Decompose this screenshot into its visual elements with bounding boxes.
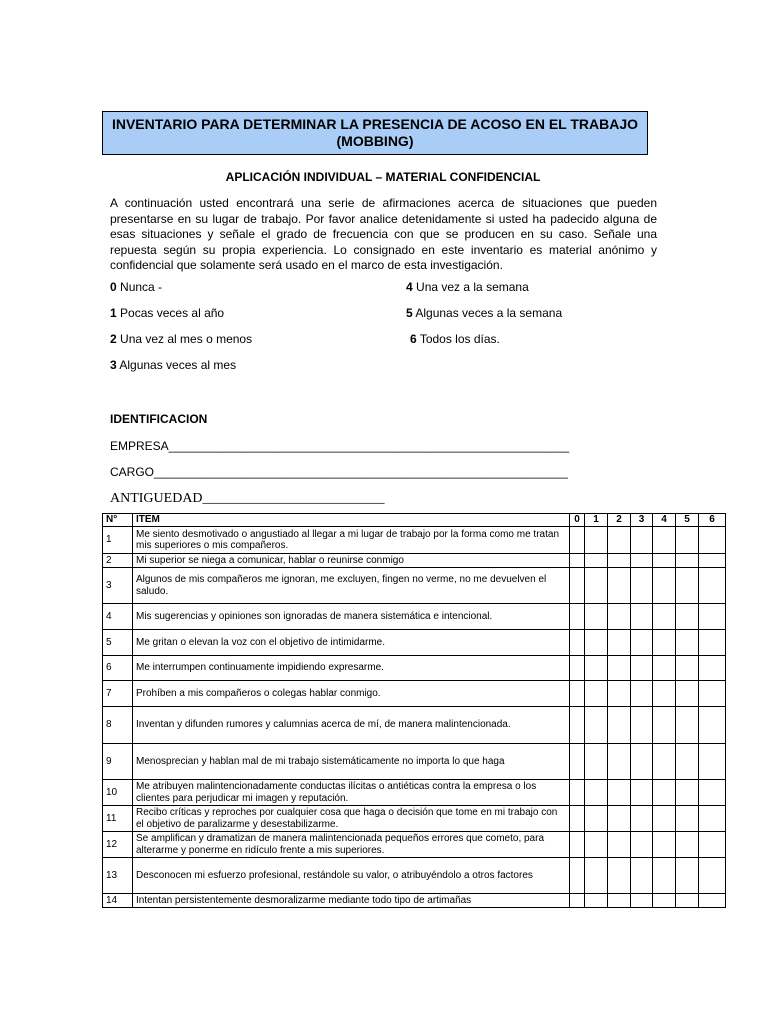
table-row: [103, 604, 726, 630]
answer-cell-1[interactable]: [585, 527, 608, 554]
answer-cell-5[interactable]: [676, 554, 699, 568]
header-freq-4: 4: [653, 514, 676, 527]
item-number: 1: [103, 527, 133, 554]
table-row: [103, 744, 726, 780]
item-number: 3: [103, 568, 133, 604]
empresa-field[interactable]: EMPRESA____________________________________________________________: [110, 439, 570, 453]
scale-label: Nunca -: [120, 280, 163, 294]
table-row: [103, 832, 726, 858]
items-table: [102, 513, 726, 908]
answer-cell-0[interactable]: [570, 832, 585, 858]
answer-cell-4[interactable]: [653, 681, 676, 707]
answer-cell-1[interactable]: [585, 832, 608, 858]
answer-cell-0[interactable]: [570, 527, 585, 554]
table-row: [103, 780, 726, 806]
table-header-row: [103, 514, 726, 527]
answer-cell-6[interactable]: [699, 604, 726, 630]
answer-cell-2[interactable]: [608, 554, 631, 568]
answer-cell-5[interactable]: [676, 604, 699, 630]
answer-cell-0[interactable]: [570, 656, 585, 681]
answer-cell-2[interactable]: [608, 630, 631, 656]
item-number: 14: [103, 894, 133, 908]
answer-cell-1[interactable]: [585, 554, 608, 568]
answer-cell-1[interactable]: [585, 806, 608, 832]
answer-cell-2[interactable]: [608, 604, 631, 630]
answer-cell-1[interactable]: [585, 604, 608, 630]
table-row: [103, 630, 726, 656]
answer-cell-1[interactable]: [585, 894, 608, 908]
scale-label: Una vez a la semana: [416, 280, 529, 294]
table-row: [103, 858, 726, 894]
answer-cell-1[interactable]: [585, 780, 608, 806]
header-item: ITEM: [133, 514, 570, 527]
answer-cell-5[interactable]: [676, 858, 699, 894]
item-text: Algunos de mis compañeros me ignoran, me excluyen, fingen no verme, no me devuelven el saludo.: [133, 568, 570, 604]
identification-heading: IDENTIFICACION: [110, 412, 208, 426]
answer-cell-4[interactable]: [653, 744, 676, 780]
answer-cell-6[interactable]: [699, 806, 726, 832]
answer-cell-3[interactable]: [631, 894, 653, 908]
scale-item-5: [406, 306, 562, 320]
answer-cell-4[interactable]: [653, 604, 676, 630]
answer-cell-3[interactable]: [631, 858, 653, 894]
answer-cell-3[interactable]: [631, 806, 653, 832]
answer-cell-4[interactable]: [653, 630, 676, 656]
header-freq-2: 2: [608, 514, 631, 527]
answer-cell-2[interactable]: [608, 707, 631, 744]
item-text: Mi superior se niega a comunicar, hablar o reunirse conmigo: [133, 554, 570, 568]
answer-cell-4[interactable]: [653, 656, 676, 681]
item-number: 2: [103, 554, 133, 568]
answer-cell-3[interactable]: [631, 744, 653, 780]
answer-cell-3[interactable]: [631, 832, 653, 858]
scale-number: 0: [110, 280, 117, 294]
answer-cell-4[interactable]: [653, 568, 676, 604]
table-row: [103, 527, 726, 554]
table-row: [103, 806, 726, 832]
answer-cell-2[interactable]: [608, 568, 631, 604]
answer-cell-0[interactable]: [570, 744, 585, 780]
answer-cell-0[interactable]: [570, 554, 585, 568]
header-freq-1: 1: [585, 514, 608, 527]
answer-cell-6[interactable]: [699, 832, 726, 858]
scale-number: 1: [110, 306, 117, 320]
scale-item-4: [406, 280, 529, 294]
item-text: Me siento desmotivado o angustiado al llegar a mi lugar de trabajo por la forma como me tratan mis superiores o mis compañeros.: [133, 527, 570, 554]
answer-cell-1[interactable]: [585, 630, 608, 656]
scale-item-3: [110, 358, 236, 372]
answer-cell-5[interactable]: [676, 894, 699, 908]
answer-cell-4[interactable]: [653, 894, 676, 908]
item-number: 4: [103, 604, 133, 630]
answer-cell-0[interactable]: [570, 604, 585, 630]
table-row: [103, 707, 726, 744]
answer-cell-2[interactable]: [608, 527, 631, 554]
item-text: Me atribuyen malintencionadamente conductas ilícitas o antiéticas contra la empresa o los clientes para perjudicar mi imagen y reputación.: [133, 780, 570, 806]
scale-number: 3: [110, 358, 117, 372]
document-title-box: [102, 111, 648, 155]
answer-cell-4[interactable]: [653, 554, 676, 568]
item-number: 5: [103, 630, 133, 656]
answer-cell-5[interactable]: [676, 707, 699, 744]
answer-cell-3[interactable]: [631, 681, 653, 707]
answer-cell-2[interactable]: [608, 780, 631, 806]
answer-cell-2[interactable]: [608, 681, 631, 707]
item-text: Me gritan o elevan la voz con el objetivo de intimidarme.: [133, 630, 570, 656]
answer-cell-6[interactable]: [699, 707, 726, 744]
item-number: 10: [103, 780, 133, 806]
answer-cell-3[interactable]: [631, 656, 653, 681]
answer-cell-1[interactable]: [585, 744, 608, 780]
answer-cell-6[interactable]: [699, 554, 726, 568]
answer-cell-3[interactable]: [631, 780, 653, 806]
cargo-field[interactable]: CARGO______________________________________________________________: [110, 465, 568, 479]
answer-cell-1[interactable]: [585, 858, 608, 894]
item-text: Me interrumpen continuamente impidiendo expresarme.: [133, 656, 570, 681]
scale-item-2: [110, 332, 252, 346]
scale-item-6: [410, 332, 500, 346]
answer-cell-0[interactable]: [570, 780, 585, 806]
scale-label: Una vez al mes o menos: [120, 332, 253, 346]
answer-cell-3[interactable]: [631, 554, 653, 568]
answer-cell-1[interactable]: [585, 707, 608, 744]
answer-cell-5[interactable]: [676, 780, 699, 806]
answer-cell-5[interactable]: [676, 681, 699, 707]
item-number: 6: [103, 656, 133, 681]
item-number: 7: [103, 681, 133, 707]
answer-cell-2[interactable]: [608, 858, 631, 894]
answer-cell-5[interactable]: [676, 744, 699, 780]
item-text: Menosprecian y hablan mal de mi trabajo sistemáticamente no importa lo que haga: [133, 744, 570, 780]
answer-cell-4[interactable]: [653, 527, 676, 554]
answer-cell-6[interactable]: [699, 656, 726, 681]
header-freq-5: 5: [676, 514, 699, 527]
scale-label: Algunas veces al mes: [119, 358, 237, 372]
answer-cell-0[interactable]: [570, 681, 585, 707]
scale-number: 6: [410, 332, 417, 346]
item-number: 8: [103, 707, 133, 744]
answer-cell-6[interactable]: [699, 894, 726, 908]
antiguedad-field[interactable]: ANTIGUEDAD__________________________: [110, 491, 385, 506]
scale-label: Algunas veces a la semana: [415, 306, 563, 320]
answer-cell-1[interactable]: [585, 681, 608, 707]
header-freq-0: 0: [570, 514, 585, 527]
scale-number: 2: [110, 332, 117, 346]
answer-cell-6[interactable]: [699, 858, 726, 894]
answer-cell-2[interactable]: [608, 832, 631, 858]
item-text: Desconocen mi esfuerzo profesional, restándole su valor, o atribuyéndolo a otros factores: [133, 858, 570, 894]
item-text: Intentan persistentemente desmoralizarme mediante todo tipo de artimañas: [133, 894, 570, 908]
answer-cell-0[interactable]: [570, 806, 585, 832]
answer-cell-6[interactable]: [699, 744, 726, 780]
answer-cell-3[interactable]: [631, 707, 653, 744]
table-row: [103, 554, 726, 568]
answer-cell-3[interactable]: [631, 568, 653, 604]
answer-cell-3[interactable]: [631, 630, 653, 656]
item-text: Se amplifican y dramatizan de manera malintencionada pequeños errores que cometo, para alterarme y ponerme en ridículo frente a mis superiores.: [133, 832, 570, 858]
answer-cell-6[interactable]: [699, 780, 726, 806]
item-number: 11: [103, 806, 133, 832]
answer-cell-5[interactable]: [676, 656, 699, 681]
scale-number: 5: [406, 306, 413, 320]
answer-cell-2[interactable]: [608, 894, 631, 908]
answer-cell-5[interactable]: [676, 527, 699, 554]
scale-item-1: [110, 306, 224, 320]
subtitle: APLICACIÓN INDIVIDUAL – MATERIAL CONFIDENCIAL: [225, 170, 541, 184]
answer-cell-0[interactable]: [570, 894, 585, 908]
scale-label: Pocas veces al año: [120, 306, 225, 320]
answer-cell-4[interactable]: [653, 806, 676, 832]
intro-paragraph: A continuación usted encontrará una serie de afirmaciones acerca de situaciones que pueden presentarse en su lugar de trabajo. Por favor analice detenidamente si usted ha padecido alguna de esas situaciones y señale el grado de frecuencia con que se producen en su caso. Señale una repuesta según su propia experiencia. Lo consignado en este inventario es material anónimo y confidencial que solamente será usado en el marco de esta investigación.: [110, 196, 657, 272]
item-number: 12: [103, 832, 133, 858]
answer-cell-5[interactable]: [676, 806, 699, 832]
header-freq-6: 6: [699, 514, 726, 527]
table-row: [103, 894, 726, 908]
header-freq-3: 3: [631, 514, 653, 527]
answer-cell-6[interactable]: [699, 681, 726, 707]
item-number: 13: [103, 858, 133, 894]
answer-cell-5[interactable]: [676, 832, 699, 858]
answer-cell-5[interactable]: [676, 630, 699, 656]
header-number: N°: [103, 514, 133, 527]
answer-cell-1[interactable]: [585, 656, 608, 681]
answer-cell-0[interactable]: [570, 630, 585, 656]
answer-cell-4[interactable]: [653, 707, 676, 744]
scale-label: Todos los días.: [419, 332, 500, 346]
table-row: [103, 656, 726, 681]
answer-cell-4[interactable]: [653, 832, 676, 858]
table-row: [103, 681, 726, 707]
answer-cell-2[interactable]: [608, 806, 631, 832]
scale-number: 4: [406, 280, 413, 294]
answer-cell-4[interactable]: [653, 858, 676, 894]
answer-cell-0[interactable]: [570, 707, 585, 744]
answer-cell-4[interactable]: [653, 780, 676, 806]
answer-cell-3[interactable]: [631, 527, 653, 554]
answer-cell-0[interactable]: [570, 568, 585, 604]
answer-cell-0[interactable]: [570, 858, 585, 894]
document-title: INVENTARIO PARA DETERMINAR LA PRESENCIA DE ACOSO EN EL TRABAJO (MOBBING): [111, 116, 639, 149]
item-number: 9: [103, 744, 133, 780]
answer-cell-2[interactable]: [608, 744, 631, 780]
answer-cell-3[interactable]: [631, 604, 653, 630]
answer-cell-6[interactable]: [699, 527, 726, 554]
answer-cell-6[interactable]: [699, 568, 726, 604]
item-text: Mis sugerencias y opiniones son ignoradas de manera sistemática e intencional.: [133, 604, 570, 630]
item-text: Inventan y difunden rumores y calumnias acerca de mí, de manera malintencionada.: [133, 707, 570, 744]
table-row: [103, 568, 726, 604]
item-text: Prohíben a mis compañeros o colegas hablar conmigo.: [133, 681, 570, 707]
answer-cell-1[interactable]: [585, 568, 608, 604]
item-text: Recibo críticas y reproches por cualquier cosa que haga o decisión que tome en mi trabajo con el objetivo de paralizarme y desestabilizarme.: [133, 806, 570, 832]
answer-cell-5[interactable]: [676, 568, 699, 604]
scale-item-0: [110, 280, 162, 294]
answer-cell-6[interactable]: [699, 630, 726, 656]
answer-cell-2[interactable]: [608, 656, 631, 681]
